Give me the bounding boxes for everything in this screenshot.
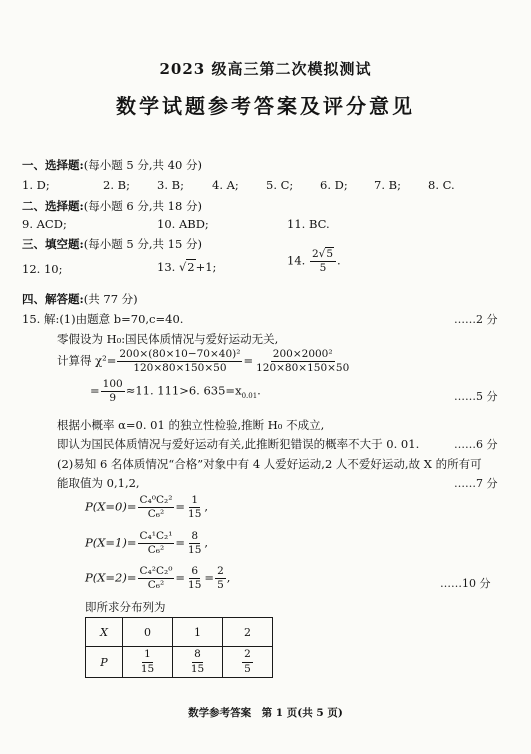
table-cell: 2 — [223, 618, 273, 647]
section-2-title: 二、选择题: — [22, 199, 84, 213]
section-1-title: 一、选择题: — [22, 158, 84, 172]
mc-answer: 7. B; — [374, 178, 401, 192]
fill-answer-14: 14. $\frac{2√5}{5}$ . — [287, 248, 341, 275]
null-hypothesis: 零假设为 H₀:国民体质情况与爱好运动无关, — [57, 332, 279, 346]
mc-answer: 3. B; — [157, 178, 184, 192]
page-footer: 数学参考答案 第 1 页(共 5 页) — [188, 707, 343, 719]
score-mark: ……5 分 — [454, 390, 498, 403]
exam-title: 2023 级高三第二次模拟测试 — [159, 60, 372, 78]
chi-square-result: = $\frac{100}{9}$ ≈11. 111>6. $635=x_{0.01}$. — [90, 378, 261, 405]
table-cell: X — [86, 618, 123, 647]
q15-part1: 15. 解:(1)由题意 b=70,c=40. — [22, 312, 184, 326]
section-2-note: (每小题 6 分,共 18 分) — [83, 199, 202, 213]
section-3-title: 三、填空题: — [22, 237, 84, 251]
fill-answer-13: 13. √2+1; — [157, 260, 217, 274]
table-cell: $\frac{2}{5}$ — [223, 647, 273, 678]
table-cell: 0 — [123, 618, 173, 647]
score-mark: ……7 分 — [454, 477, 498, 490]
section-4-title: 四、解答题: — [22, 292, 84, 306]
multi-answer: 11. BC. — [287, 217, 330, 231]
mc-answer: 2. B; — [103, 178, 130, 192]
probability-x2: P(X=2)= $\frac{\text{C₄²C₂⁰}}{\text{C₆²}}$ = $\frac{6}{15}$ = $\frac{2}{5}$ , — [85, 565, 231, 592]
score-mark: ……6 分 — [454, 438, 498, 451]
section-3-heading — [22, 236, 202, 252]
chi-square-formula: 计算得 χ²= $\frac{\text{200×(80×10−70×40)²}}{120\times 80\times 150\times 50}$ = $\frac{\text{200×2000²}}{120\times 80\times 150\times 50}$ — [57, 348, 350, 375]
probability-x1: P(X=1)= $\frac{\text{C₄¹C₂¹}}{\text{C₆²}}$ = $\frac{8}{15}$ , — [85, 530, 209, 557]
mc-answer: 6. D; — [320, 178, 348, 192]
probability-x0: P(X=0)= $\frac{\text{C₄⁰C₂²}}{\text{C₆²}}$ = $\frac{1}{15}$ , — [85, 494, 209, 521]
distribution-table — [85, 617, 273, 678]
fill-answer-12: 12. 10; — [22, 262, 63, 276]
distribution-title: 即所求分布列为 — [85, 600, 166, 614]
mc-answer: 4. A; — [212, 178, 239, 192]
multi-answer: 10. ABD; — [157, 217, 209, 231]
section-2-heading — [22, 198, 202, 214]
section-4-note: (共 77 分) — [83, 292, 138, 306]
mc-answer: 5. C; — [266, 178, 294, 192]
document-title: 数学试题参考答案及评分意见 — [116, 94, 415, 118]
q15-part2-line-2: 能取值为 0,1,2, — [57, 476, 140, 490]
mc-answer: 8. C. — [428, 178, 455, 192]
section-1-note: (每小题 5 分,共 40 分) — [83, 158, 202, 172]
table-cell: $\frac{8}{15}$ — [173, 647, 223, 678]
table-row — [86, 647, 273, 678]
score-mark: ……10 分 — [440, 577, 491, 590]
table-cell: P — [86, 647, 123, 678]
conclusion-line-2: 即认为国民体质情况与爱好运动有关,此推断犯错误的概率不大于 0. 01. — [57, 437, 420, 451]
multi-answer: 9. ACD; — [22, 217, 67, 231]
table-row — [86, 618, 273, 647]
table-cell: 1 — [173, 618, 223, 647]
conclusion-line-1: 根据小概率 α=0. 01 的独立性检验,推断 H₀ 不成立, — [57, 418, 325, 432]
section-1-heading — [22, 157, 202, 173]
section-3-note: (每小题 5 分,共 15 分) — [83, 237, 202, 251]
score-mark: ……2 分 — [454, 313, 498, 326]
q15-part2-line-1: (2)易知 6 名体质情况“合格”对象中有 4 人爱好运动,2 人不爱好运动,故 X 的所有可 — [57, 457, 482, 471]
section-4-heading — [22, 291, 138, 307]
table-cell: $\frac{1}{15}$ — [123, 647, 173, 678]
mc-answer: 1. D; — [22, 178, 50, 192]
